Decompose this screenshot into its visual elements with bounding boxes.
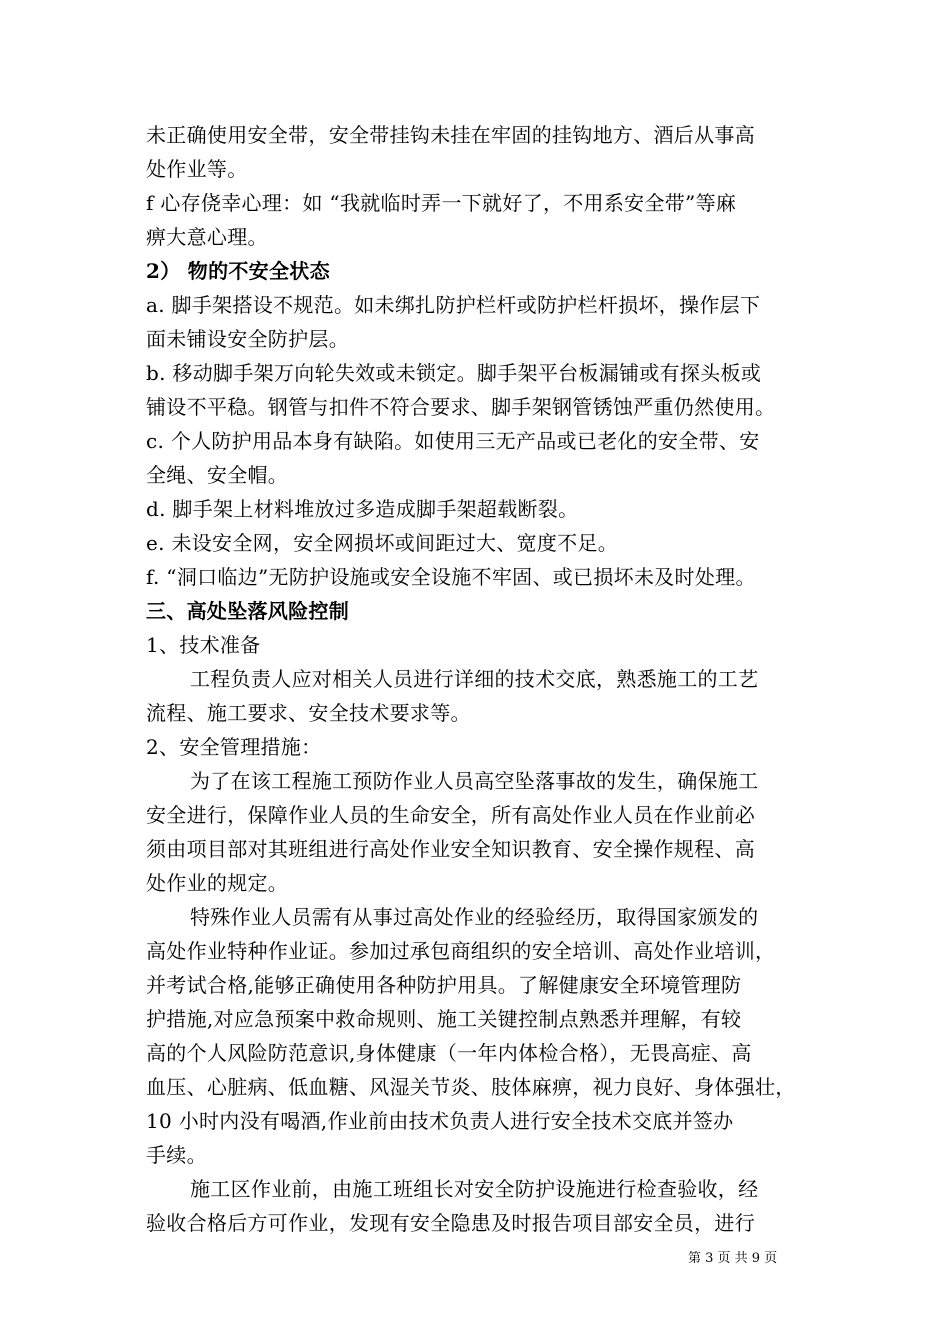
text-line: f. “洞口临边”无防护设施或安全设施不牢固、或已损坏未及时处理。	[146, 565, 756, 589]
text-line: c. 个人防护用品本身有缺陷。如使用三无产品或已老化的安全带、安	[146, 429, 760, 453]
text-line: 流程、施工要求、安全技术要求等。	[146, 701, 471, 725]
paragraph-start: 为了在该工程施工预防作业人员高空坠落事故的发生，确保施工	[190, 769, 759, 793]
text-line: 面未铺设安全防护层。	[146, 327, 349, 351]
text-line: a. 脚手架搭设不规范。如未绑扎防护栏杆或防护栏杆损坏，操作层下	[146, 293, 761, 317]
chapter-heading: 三、高处坠落风险控制	[146, 599, 349, 623]
text-line: f 心存侥幸心理：如 “我就临时弄一下就好了，不用系安全带”等麻	[146, 191, 737, 215]
section-heading: 2） 物的不安全状态	[146, 259, 330, 283]
text-line: 手续。	[146, 1143, 207, 1167]
text-line: e. 未设安全网，安全网损坏或间距过大、宽度不足。	[146, 531, 619, 555]
text-line: 处作业的规定。	[146, 871, 289, 895]
paragraph-start: 特殊作业人员需有从事过高处作业的经验经历，取得国家颁发的	[190, 905, 759, 929]
text-line: 全绳、安全帽。	[146, 463, 289, 487]
text-line: 并考试合格,能够正确使用各种防护用具。了解健康安全环境管理防	[146, 973, 742, 997]
subsection-heading: 2、安全管理措施：	[146, 735, 322, 759]
text-line: 铺设不平稳。钢管与扣件不符合要求、脚手架钢管锈蚀严重仍然使用。	[146, 395, 776, 419]
page-number: 第 3 页 共 9 页	[688, 1251, 778, 1266]
text-line: 10 小时内没有喝酒,作业前由技术负责人进行安全技术交底并签办	[146, 1109, 734, 1133]
text-line: 高处作业特种作业证。参加过承包商组织的安全培训、高处作业培训，	[146, 939, 776, 963]
text-line: 血压、心脏病、低血糖、风湿关节炎、肢体麻痹，视力良好、身体强壮，	[146, 1075, 796, 1099]
paragraph-start: 施工区作业前，由施工班组长对安全防护设施进行检查验收，经	[190, 1177, 759, 1201]
document-body	[146, 118, 818, 1240]
text-line: 安全进行，保障作业人员的生命安全，所有高处作业人员在作业前必	[146, 803, 755, 827]
paragraph-start: 工程负责人应对相关人员进行详细的技术交底，熟悉施工的工艺	[190, 667, 759, 691]
text-line: 须由项目部对其班组进行高处作业安全知识教育、安全操作规程、高	[146, 837, 755, 861]
text-line: 未正确使用安全带，安全带挂钩未挂在牢固的挂钩地方、酒后从事高	[146, 123, 755, 147]
text-line: 处作业等。	[146, 157, 248, 181]
text-line: 痹大意心理。	[146, 225, 268, 249]
text-line: 护措施,对应急预案中救命规则、施工关键控制点熟悉并理解，有较	[146, 1007, 742, 1031]
text-line: 验收合格后方可作业，发现有安全隐患及时报告项目部安全员，进行	[146, 1211, 755, 1235]
subsection-heading: 1、技术准备	[146, 633, 261, 657]
text-line: 高的个人风险防范意识,身体健康（一年内体检合格），无畏高症、高	[146, 1041, 752, 1065]
text-line: b. 移动脚手架万向轮失效或未锁定。脚手架平台板漏铺或有探头板或	[146, 361, 762, 385]
text-line: d. 脚手架上材料堆放过多造成脚手架超载断裂。	[146, 497, 579, 521]
